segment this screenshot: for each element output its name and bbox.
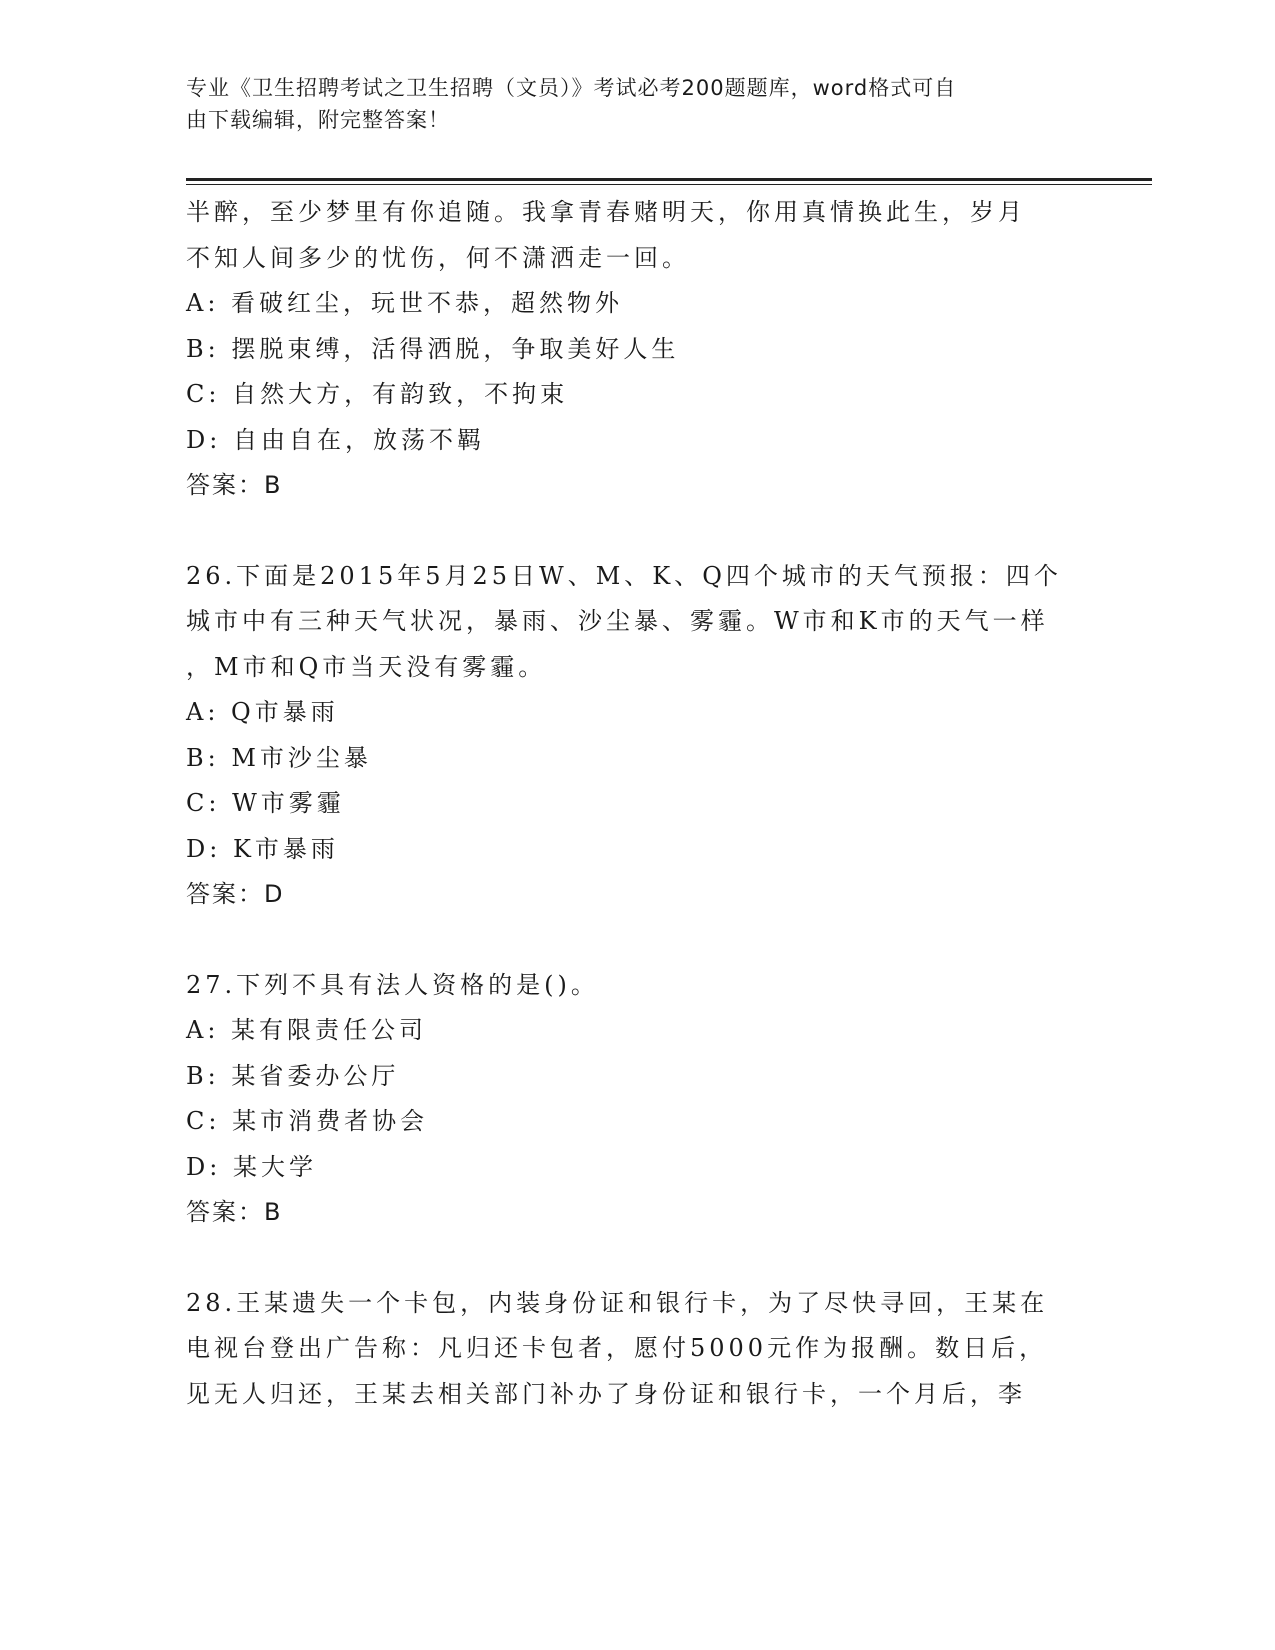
- header-rule-thin: [186, 184, 1152, 185]
- option-b: B: M市沙尘暴: [186, 743, 372, 772]
- answer-line: 答案：D: [186, 880, 285, 908]
- question-text-line: 28.王某遗失一个卡包，内装身份证和银行卡，为了尽快寻回，王某在: [186, 1288, 1049, 1317]
- option-b: B: 摆脱束缚，活得洒脱，争取美好人生: [186, 334, 680, 363]
- option-c: C: 自然大方，有韵致，不拘束: [186, 380, 569, 408]
- question-text-line: 半醉，至少梦里有你追随。我拿青春赌明天，你用真情换此生，岁月: [186, 198, 1026, 226]
- question-text-line: 27.下列不具有法人资格的是()。: [186, 970, 599, 999]
- option-c: C: W市雾霾: [186, 789, 345, 817]
- answer-line: 答案：B: [186, 1198, 283, 1226]
- document-header: [186, 72, 1066, 136]
- question-text-line: 电视台登出广告称：凡归还卡包者，愿付5000元作为报酬。数日后，: [186, 1334, 1048, 1362]
- option-b: B: 某省委办公厅: [186, 1061, 400, 1090]
- option-a: A: 看破红尘，玩世不恭，超然物外: [186, 289, 624, 317]
- option-d: D: 自由自在，放荡不羁: [186, 425, 485, 454]
- question-text-line: 见无人归还，王某去相关部门补办了身份证和银行卡，一个月后，李: [186, 1379, 1026, 1408]
- option-d: D: K市暴雨: [186, 834, 339, 863]
- option-a: A: 某有限责任公司: [186, 1016, 428, 1044]
- option-a: A: Q市暴雨: [186, 698, 339, 726]
- spacer: [186, 1236, 1086, 1281]
- option-c: C: 某市消费者协会: [186, 1107, 429, 1135]
- question-text-line: ，M市和Q市当天没有雾霾。: [186, 652, 547, 681]
- header-title-line-2: 由下载编辑，附完整答案！: [186, 108, 450, 132]
- spacer: [186, 918, 1086, 963]
- document-body: [186, 190, 1086, 1417]
- header-title-line-1: 专业《卫生招聘考试之卫生招聘（文员）》考试必考200题题库，word格式可自: [186, 76, 957, 100]
- question-27: [186, 963, 1086, 1236]
- spacer: [186, 509, 1086, 554]
- header-rule-thick: [186, 178, 1152, 181]
- question-text-line: 城市中有三种天气状况，暴雨、沙尘暴、雾霾。W市和K市的天气一样: [186, 607, 1049, 635]
- question-text-line: 26.下面是2015年5月25日W、M、K、Q四个城市的天气预报：四个: [186, 561, 1062, 590]
- option-d: D: 某大学: [186, 1152, 317, 1181]
- question-25: [186, 190, 1086, 509]
- answer-line: 答案：B: [186, 471, 283, 499]
- question-text-line: 不知人间多少的忧伤，何不潇洒走一回。: [186, 243, 690, 272]
- question-26: [186, 554, 1086, 918]
- question-28: [186, 1281, 1086, 1418]
